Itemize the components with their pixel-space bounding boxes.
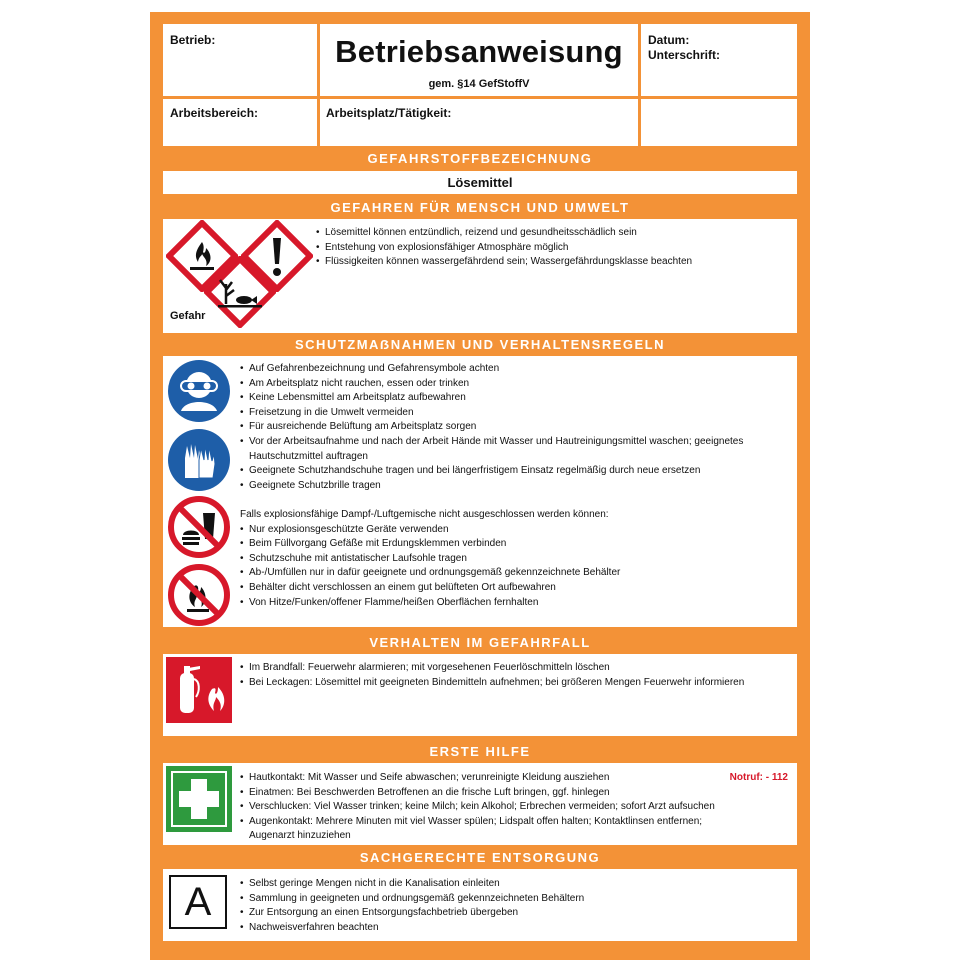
list-item: • Behälter dicht verschlossen an einem gut belüfteten Ort aufbewahren — [240, 581, 790, 596]
extra-cell — [641, 99, 797, 146]
emergency-number: Notruf: - 112 — [729, 772, 788, 783]
goggles-mandatory-icon — [167, 359, 231, 423]
list-item: • Nur explosionsgeschützte Geräte verwenden — [240, 523, 790, 538]
protection-list — [240, 362, 790, 610]
arbeitsbereich-label: Arbeitsbereich: — [170, 106, 259, 120]
first-aid-cross-icon — [166, 766, 232, 832]
list-item: • Entstehung von explosionsfähiger Atmosphäre möglich — [316, 241, 786, 256]
section-heading-first-aid: ERSTE HILFE — [429, 744, 531, 759]
list-item: • Zur Entsorgung an einen Entsorgungsfachbetrieb übergeben — [240, 906, 790, 921]
list-item: • Bei Leckagen: Lösemittel mit geeigneten Bindemitteln aufnehmen; bei größeren Mengen Feuerwehr informieren — [240, 676, 790, 691]
list-item: • Auf Gefahrenbezeichnung und Gefahrensymbole achten — [240, 362, 790, 377]
section-heading-hazards: GEFAHREN FÜR MENSCH UND UMWELT — [330, 200, 630, 215]
list-item: • Hautkontakt: Mit Wasser und Seife abwaschen; verunreinigte Kleidung ausziehen — [240, 771, 730, 786]
list-item: • Augenkontakt: Mehrere Minuten mit viel Wasser spülen; Lidspalt offen halten; Kontaktlinsen entfernen; Augenarzt hinzuziehen — [240, 815, 730, 844]
list-item: • Sammlung in geeigneten und ordnungsgemäß gekennzeichneten Behältern — [240, 892, 790, 907]
list-item: • Einatmen: Bei Beschwerden Betroffenen an die frische Luft bringen, ggf. hinlegen — [240, 786, 730, 801]
list-item: • Verschlucken: Viel Wasser trinken; keine Milch; kein Alkohol; Erbrechen vermeiden; sofort Arzt aufsuchen — [240, 800, 730, 815]
disposal-list — [240, 877, 790, 935]
list-item: • Beim Füllvorgang Gefäße mit Erdungsklemmen verbinden — [240, 537, 790, 552]
unterschrift-label: Unterschrift: — [648, 48, 721, 62]
page-subtitle: gem. §14 GefStoffV — [428, 78, 530, 90]
list-item: • Von Hitze/Funken/offener Flamme/heißen Oberflächen fernhalten — [240, 596, 790, 611]
explosion-intro: Falls explosionsfähige Dampf-/Luftgemische nicht ausgeschlossen werden können: — [240, 508, 609, 520]
list-item: • Freisetzung in die Umwelt vermeiden — [240, 406, 790, 421]
fire-extinguisher-icon — [166, 657, 232, 723]
section-heading-disposal: SACHGERECHTE ENTSORGUNG — [359, 850, 601, 865]
ghs-environment-icon — [204, 256, 276, 328]
list-item: • Keine Lebensmittel am Arbeitsplatz aufbewahren — [240, 391, 790, 406]
emergency-list — [240, 661, 790, 690]
list-item: • Vor der Arbeitsaufnahme und nach der Arbeit Hände mit Wasser und Hautreinigungsmittel waschen; geeignetes Hautschutzmittel auftragen — [240, 435, 790, 464]
hazards-list — [316, 226, 786, 270]
list-item: • Geeignete Schutzbrille tragen — [240, 479, 790, 494]
betrieb-label: Betrieb: — [170, 33, 216, 47]
section-heading-protection: SCHUTZMAẞNAHMEN UND VERHALTENSREGELN — [295, 337, 665, 352]
datum-label: Datum: — [648, 33, 690, 47]
list-item: • Geeignete Schutzhandschuhe tragen und bei längerfristigem Einsatz regelmäßig durch neue ersetzen — [240, 464, 790, 479]
list-item: • Schutzschuhe mit antistatischer Laufsohle tragen — [240, 552, 790, 567]
list-item: • Lösemittel können entzündlich, reizend und gesundheitsschädlich sein — [316, 226, 786, 241]
signal-word: Gefahr — [170, 310, 206, 322]
list-item: • Für ausreichende Belüftung am Arbeitsplatz sorgen — [240, 420, 790, 435]
no-food-drink-icon — [167, 495, 231, 559]
list-item: • Flüssigkeiten können wassergefährdend sein; Wassergefährdungsklasse beachten — [316, 255, 786, 270]
list-item: • Nachweisverfahren beachten — [240, 921, 790, 936]
list-item: • Am Arbeitsplatz nicht rauchen, essen oder trinken — [240, 377, 790, 392]
list-item: • Selbst geringe Mengen nicht in die Kanalisation einleiten — [240, 877, 790, 892]
gloves-mandatory-icon — [167, 428, 231, 492]
list-item: • Im Brandfall: Feuerwehr alarmieren; mit vorgesehenen Feuerlöschmitteln löschen — [240, 661, 790, 676]
substance-name: Lösemittel — [447, 175, 513, 190]
arbeitsplatz-label: Arbeitsplatz/Tätigkeit: — [326, 106, 452, 120]
no-open-flame-icon — [167, 563, 231, 627]
section-heading-emergency: VERHALTEN IM GEFAHRFALL — [369, 635, 591, 650]
disposal-letter-icon: A — [169, 875, 227, 929]
section-heading-substance: GEFAHRSTOFFBEZEICHNUNG — [367, 151, 593, 166]
page-title: Betriebsanweisung — [335, 34, 623, 69]
first-aid-list — [240, 771, 730, 844]
list-item: • Ab-/Umfüllen nur in dafür geeignete und ordnungsgemäß gekennzeichnete Behälter — [240, 566, 790, 581]
